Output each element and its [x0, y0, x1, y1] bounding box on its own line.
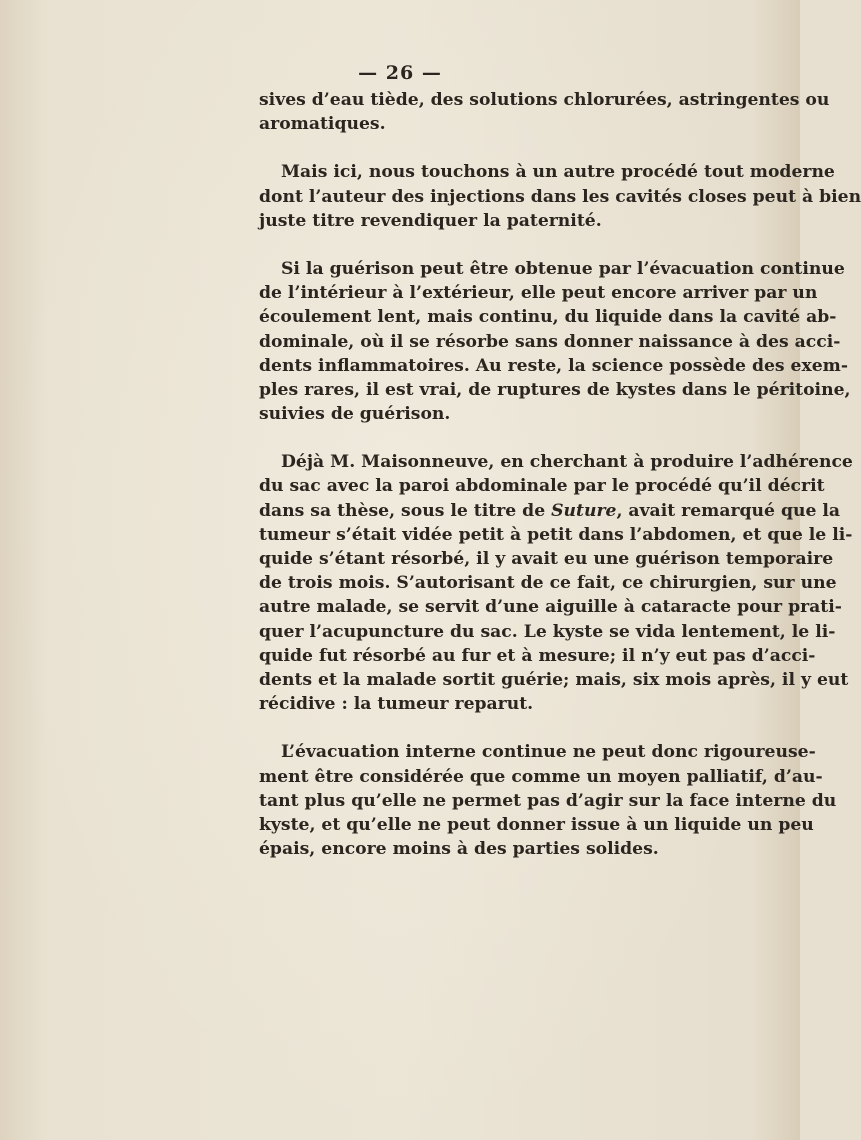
- text-line: suivies de guérison.: [259, 404, 451, 425]
- paragraph: [259, 257, 851, 426]
- text-run: dans sa thèse, sous le titre de: [259, 500, 552, 521]
- text-line: tumeur s’était vidée petit à petit dans l’abdomen, et que le li-: [259, 524, 853, 545]
- text-line: Déjà M. Maisonneuve, en cherchant à produire l’adhérence: [281, 452, 853, 473]
- page-number: — 26 —: [358, 62, 442, 84]
- paragraph-gap: [259, 426, 751, 450]
- italic-term-suture: Suture: [551, 500, 617, 521]
- paragraph-gap: [259, 716, 751, 740]
- text-line: [259, 499, 841, 523]
- text-line: ment être considérée que comme un moyen palliatif, d’au-: [259, 766, 823, 787]
- text-line: Si la guérison peut être obtenue par l’évacuation continue: [281, 258, 845, 279]
- text-line: du sac avec la paroi abdominale par le procédé qu’il décrit: [259, 476, 825, 497]
- text-line: Mais ici, nous touchons à un autre procédé tout moderne: [281, 162, 835, 183]
- text-line: épais, encore moins à des parties solides.: [259, 839, 659, 860]
- text-line: écoulement lent, mais continu, du liquide dans la cavité ab-: [259, 307, 837, 328]
- text-line: sives d’eau tiède, des solutions chlorurées, astringentes ou: [259, 90, 830, 110]
- text-line: tant plus qu’elle ne permet pas d’agir sur la face interne du: [259, 790, 837, 811]
- text-line: ples rares, il est vrai, de ruptures de kystes dans le péritoine,: [259, 379, 851, 400]
- text-line: de trois mois. S’autorisant de ce fait, ce chirurgien, sur une: [259, 573, 837, 594]
- page-text: [259, 88, 861, 861]
- text-line: juste titre revendiquer la paternité.: [259, 210, 602, 231]
- paragraph: [259, 88, 830, 136]
- text-line: quer l’acupuncture du sac. Le kyste se vida lentement, le li-: [259, 621, 836, 642]
- text-line: dominale, où il se résorbe sans donner naissance à des acci-: [259, 331, 841, 352]
- paragraph: [259, 740, 837, 861]
- text-line: autre malade, se servit d’une aiguille à cataracte pour prati-: [259, 597, 842, 618]
- text-line: dents et la malade sortit guérie; mais, six mois après, il y eut: [259, 669, 849, 690]
- text-line: aromatiques.: [259, 114, 386, 135]
- text-line: L’évacuation interne continue ne peut donc rigoureuse-: [281, 742, 816, 763]
- text-line: de l’intérieur à l’extérieur, elle peut encore arriver par un: [259, 283, 818, 304]
- paragraph: [259, 160, 861, 233]
- text-line: quide s’étant résorbé, il y avait eu une guérison temporaire: [259, 549, 834, 569]
- paragraph: [259, 450, 853, 716]
- text-run: , avait remarqué que la: [616, 500, 841, 521]
- paragraph-gap: [259, 233, 751, 257]
- text-line: récidive : la tumeur reparut.: [259, 694, 534, 715]
- text-line: dont l’auteur des injections dans les cavités closes peut à bien: [259, 186, 861, 207]
- text-line: dents inflammatoires. Au reste, la science possède des exem-: [259, 355, 848, 376]
- paragraph-gap: [259, 136, 751, 160]
- text-line: kyste, et qu’elle ne peut donner issue à un liquide un peu: [259, 814, 814, 835]
- text-line: quide fut résorbé au fur et à mesure; il n’y eut pas d’acci-: [259, 645, 816, 666]
